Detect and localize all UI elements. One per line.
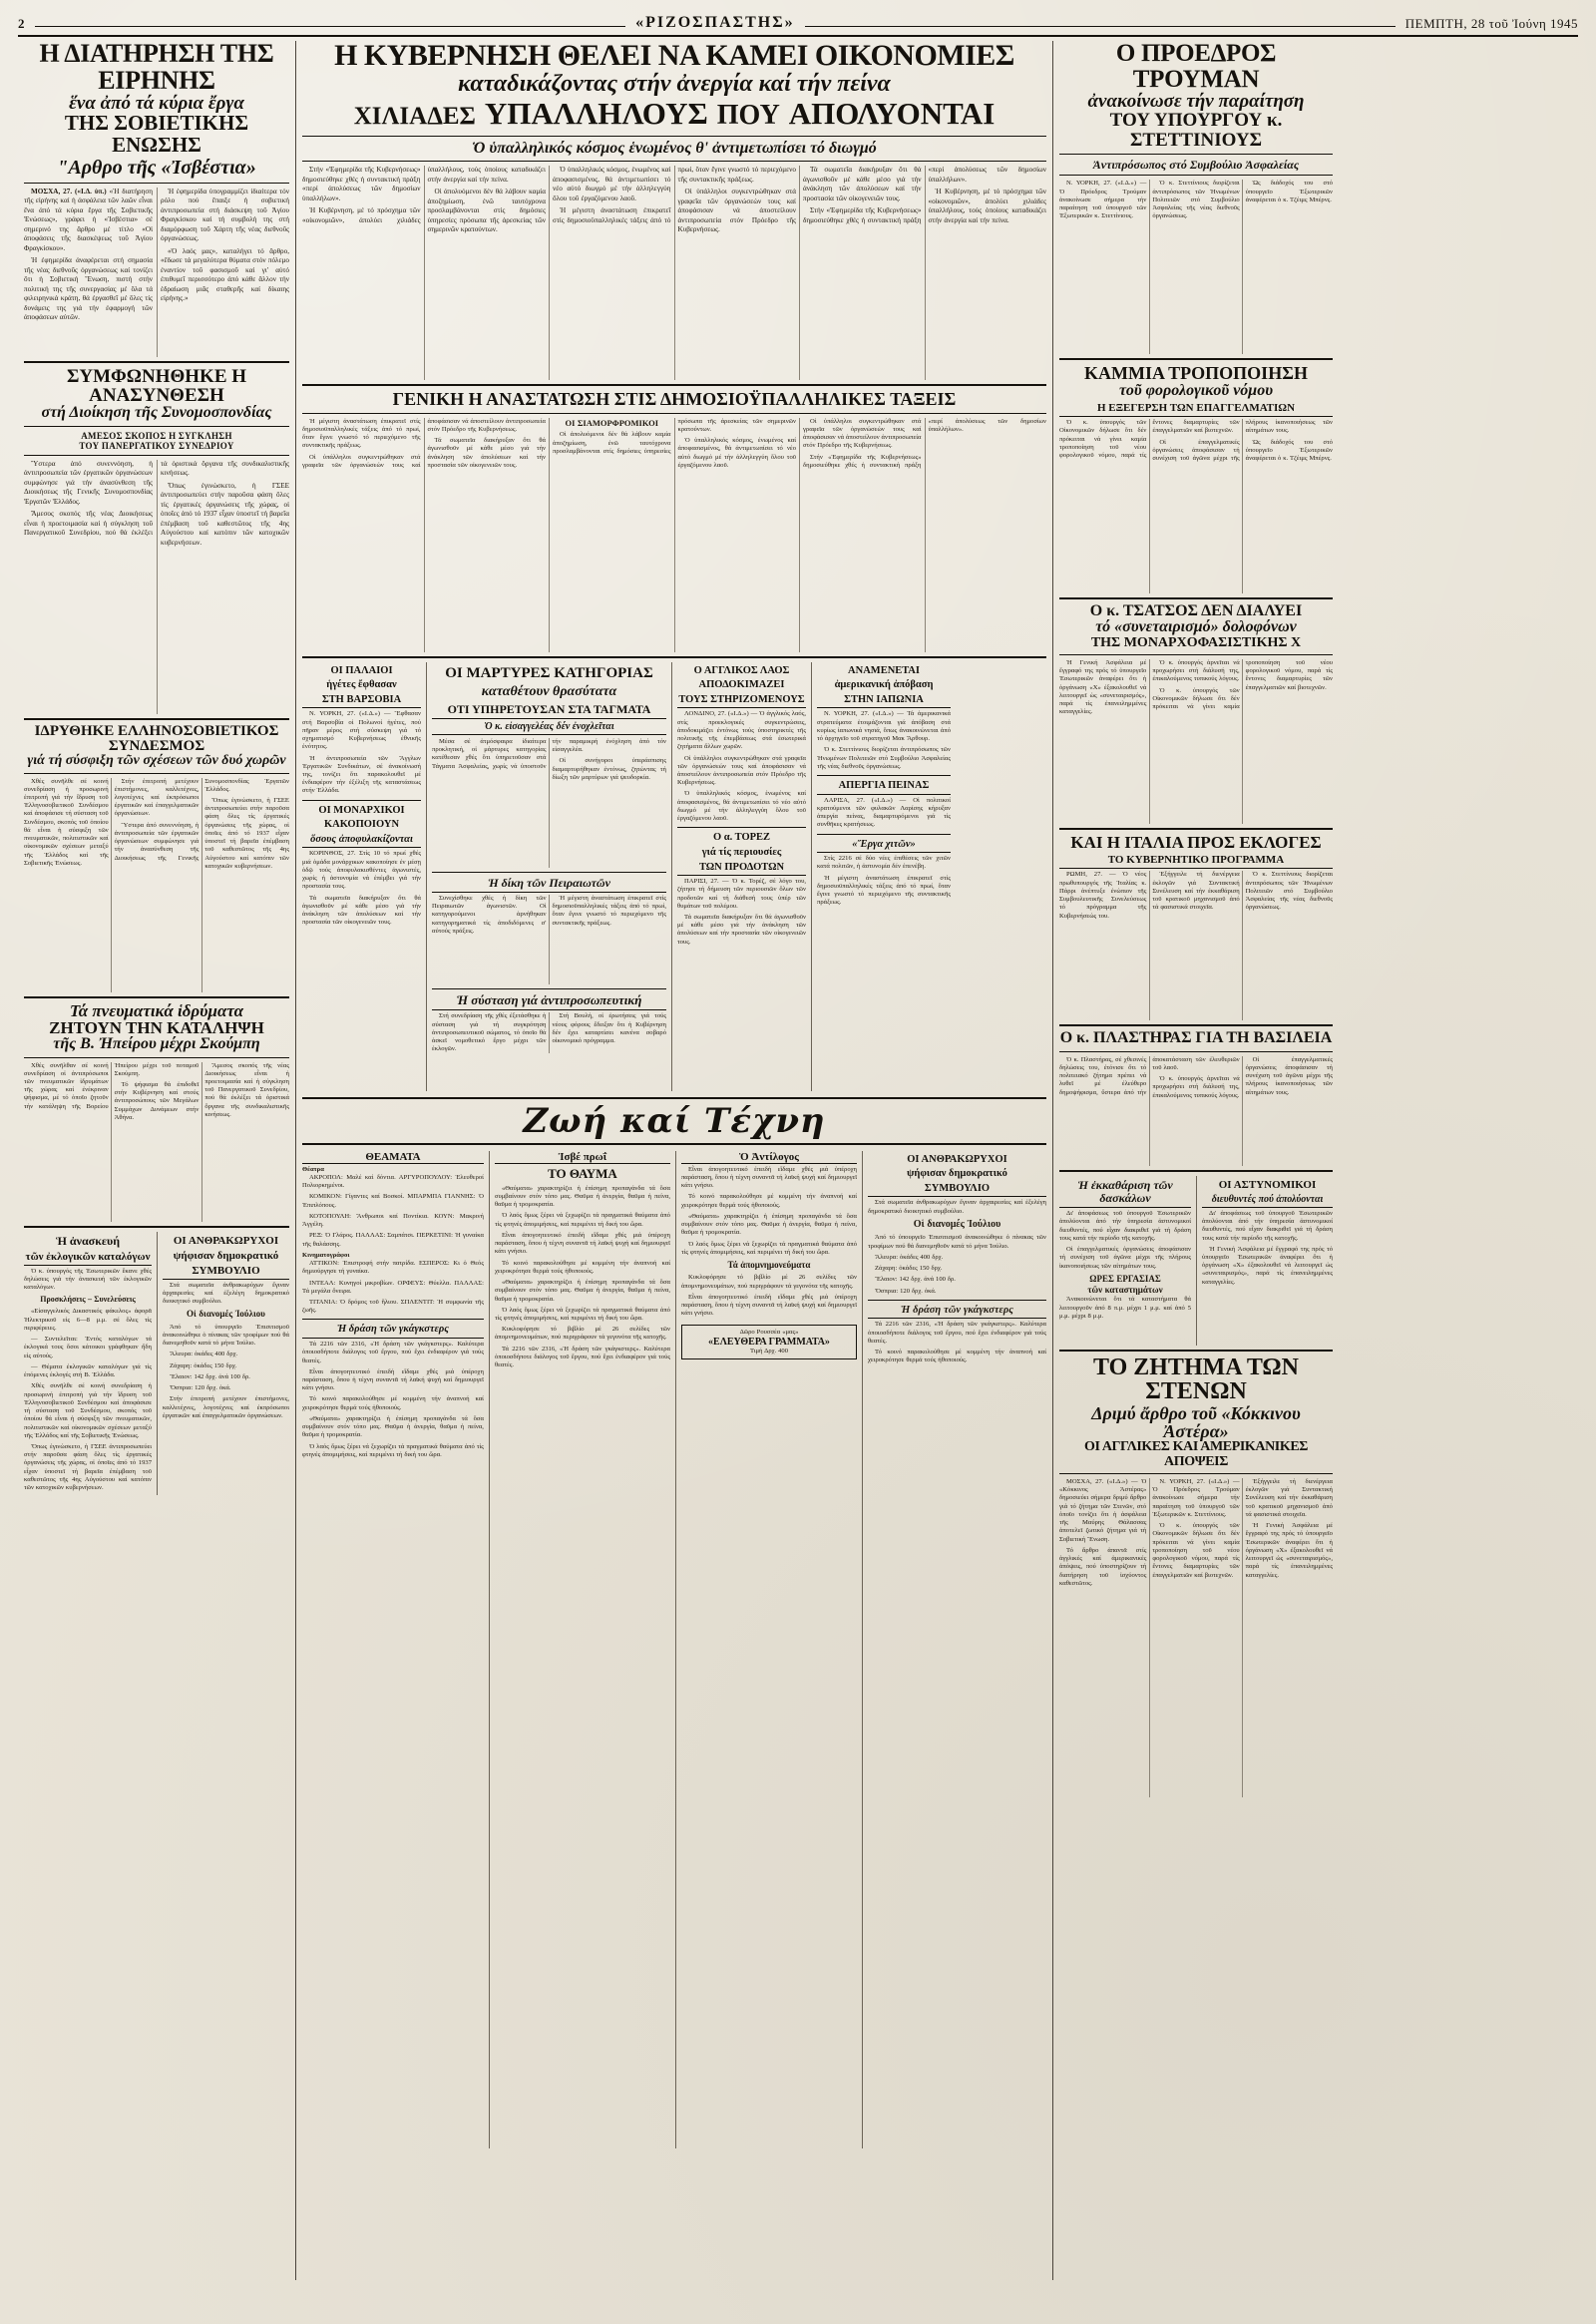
thauma-p2: Ὁ λαός ὅμως ξέρει νά ξεχωρίζει τά πραγματικά θαύματα ἀπό τίς φτηνές ἀπομιμήσεις, καί περιμένει τή δική του ὥρα. [494,1212,670,1228]
headline-torez-1: Ο α. ΤΟΡΕΖ [712,832,771,844]
police-body [1202,1210,1333,1287]
headline-english-people-1: Ο ΑΓΓΛΙΚΟΣ ΛΑΟΣ [693,664,790,676]
thauma-p6: Ὁ λαός ὅμως ξέρει νά ξεχωρίζει τά πραγματικά θαύματα ἀπό τίς φτηνές ἀπομιμήσεις, καί περιμένει τή δική του ὥρα. [494,1306,670,1323]
headline-monarchists-b-1: ΟΙ ΜΟΝΑΡΧΙΚΟΙ [318,804,405,816]
divider [24,1226,289,1228]
headline-electoral-1: Ἡ ἀνασκευή [55,1233,121,1248]
article-institutions-body [24,1062,289,1222]
theatres-label: Θέατρα [302,1165,324,1173]
headline-truman-sub: Ἀντιπρόσωπος στό Συμβούλιο Ἀσφαλείας [1092,158,1300,173]
headline-police-1: ΟΙ ΑΣΤΥΝΟΜΙΚΟΙ [1218,1178,1317,1191]
shop-hours-body: Ἀνακοινώνεται ὅτι τά καταστήματα θά λειτουργοῦν ἀπό 8 π.μ. μέχρι 1 μ.μ. καί ἀπό 5 μ.μ. μέχρι 8 μ.μ. [1059,1296,1191,1320]
divider [677,827,806,828]
piraeus-trial-body [432,895,666,984]
coal-p2: Ἀπό τό ὑπουργεῖο Ἐπισιτισμοῦ ἀνακοινώθηκε ὁ πίνακας τῶν τροφίμων πού θά διανεμηθοῦν κατά τό μήνα Ἰούλιο. [868,1234,1046,1250]
to-thauma-head: ΤΟ ΘΑΥΜΑ [548,1165,617,1181]
korinthos-body [302,850,421,927]
headline-coal-3: ΣΥΜΒΟΥΛΙΟ [868,1183,1046,1198]
headline-miners-1: ΟΙ ΑΝΘΡΑΚΩΡΥΧΟΙ [173,1234,279,1247]
headline-tax-3: Η ΕΞΕΓΕΡΣΗ ΤΩΝ ΕΠΑΓΓΕΛΜΑΤΙΩΝ [1059,402,1333,417]
straits-p2: Τό ἄρθρο ἀπαντᾶ στίς ἀγγλικές καί ἀμερικανικές ἀπόψεις, πού ὑποστηρίζουν τή διατήρηση τοῦ ἰσχύοντος καθεστῶτος. [1059,1546,1147,1587]
warsaw-body [302,710,421,795]
conf-p1: Ὕστερα ἀπό συνεννόηση, ἡ ἀντιπροσωπεία τῶν ἐργατικῶν ὀργανώσεων συμφώνησε γιά τήν ἀνασύνθεση τῆς Διοικήσεως τῆς Γενικῆς Συνομοσπονδίας Ἐργατῶν Ἑλλάδος. [24,459,153,506]
headline-government-2: καταδικάζοντας στήν ἀνεργία καί τήν πείνα [458,70,891,97]
tsatsos-p3: Ὁ κ. ὑπουργός τῶν Οἰκονομικῶν δήλωσε ὅτι δέν πρόκειται νά γίνει καμία τροποποίηση τοῦ νέου φορολογικοῦ νόμου, παρά τίς ἔντονες διαμαρτυρίες τῶν ἐπαγγελματιῶν καί βιοτεχνῶν. [1152,659,1333,711]
theatre-item-0: ΑΚΡΟΠΟΛ: Μαλέ καί δόντια. ΑΡΓΥΡΟΠΟΥΛΟΥ: Ἐλευθεροί Πολιορκημένοι. [302,1173,484,1190]
headline-japan-3: ΣΤΗΝ ΙΑΠΩΝΙΑ [817,694,951,709]
electoral-p3: — Θέματα ἐκλογικῶν καταλόγων γιά τίς ἑπόμενες ἐκλογές στή Β. Ἑλλάδα. [24,1362,152,1379]
coal-item-2: Ἔλαιον: 142 δρχ. ἀνά 100 δρ. [875,1276,956,1284]
headline-tax-1: ΚΑΜΜΙΑ ΤΡΟΠΟΠΟΙΗΣΗ [1084,363,1308,384]
conf-p3: Ὅπως ἐγινώσκετο, ἡ ΓΣΕΕ ἀντιπροσωπεύει στήν παροῦσα φάση ὅλες τίς ἐργατικές ὀργανώσεις τῆς χώρας, οἱ ὁποῖες ἀπό τό 1937 εἶχαν ὑποστεῖ τή βαρεῖα ἐπέμβαση τοῦ καθεστῶτος τῆς 4ης Αὐγούστου καί κατόπιν τῶν κατοχικῶν κυβερνήσεων. [161,481,289,547]
gang-p3: Τό κοινό παρακολούθησε μέ κομμένη τήν ἀναπνοή καί χειροκρότησε θερμά τούς ἠθοποιούς. [302,1395,484,1411]
gov-p3: Οἱ ἀπολυόμενοι δέν θά λάβουν καμία ἀποζημίωση, ἐνῶ ταυτόχρονα προσλαμβάνονται στίς δημόσιες ὑπηρεσίες πρόσωπα τῆς ἀρεσκείας τῶν σημερινῶν κρατούντων. [427,188,546,234]
warsaw-p1: Ν. ΥΟΡΚΗ, 27. («Ι.Δ.») — Ἔφθασαν στή Βαρσοβία οἱ Πολωνοί ἡγέτες, πού πῆραν μέρος στή σύσκεψη γιά τό σχηματισμό Κυβερνήσεως ἐθνικῆς ἑνότητος. [302,710,421,751]
article-italy-body [1059,871,1333,1020]
headline-greeksoviet-league: ΙΔΡΥΘΗΚΕ ΕΛΛΗΝΟΣΟΒΙΕΤΙΚΟΣ ΣΥΝΔΕΣΜΟΣ [34,722,279,754]
italy-p3: Ὁ κ. Στεττίνιους διορίζεται ἀντιπρόσωπος τῶν Ἡνωμένων Πολιτειῶν στό Συμβούλιο Ἀσφαλείας τῆς νέας διεθνοῦς ὀργανώσεως. [1245,871,1333,912]
gsl-p1: Χθές συνῆλθε σέ κοινή συνεδρίαση ἡ προσωρινή ἐπιτροπή γιά τήν ἵδρυση τοῦ Ἑλληνοσοβιετικοῦ Συνδέσμου καί ἀποφάσισε τή σύσταση τοῦ Συνδέσμου, σκοπός τοῦ ὁποίου θά εἶναι ἡ σύσφιξη τῶν πνευματικῶν, πολιτιστικῶν καί οἰκονομικῶν σχέσεων μεταξύ τῆς Ἑλλάδος καί τῆς Σοβιετικῆς Ἑνώσεως. [24,777,109,867]
italy-p2: Ἐξήγγειλε τή διενέργεια ἐκλογῶν γιά Συντακτική Συνέλευση καί τήν ἐκκαθάριση τοῦ κρατικοῦ μηχανισμοῦ ἀπό τά φασιστικά στοιχεῖα. [1152,871,1240,912]
gov-p5: Ἡ μέγιστη ἀναστάτωση ἐπικρατεῖ στίς δημοσιοϋπαλληλικές τάξεις ἀπό τό πρωί, ὅταν ἔγινε γνωστό τό περιεχόμενο τῆς συντακτικῆς πράξεως. [553,166,796,224]
gov-p9: Ἡ Κυβέρνηση, μέ τό πρόσχημα τῶν «οἰκονομιῶν», ἀπολύει χιλιάδες ὑπαλλήλους, τούς ὁποίους καταδικάζει στήν ἀνεργία καί τήν πείνα. [928,188,1046,224]
headline-teachers: Ἡ ἐκκαθάριση τῶν δασκάλων [1059,1179,1191,1208]
headline-government-3a: ΧΙΛΙΑΔΕΣ [353,103,476,131]
top-band [18,41,1578,2280]
ep-p2: Οἱ ὑπάλληλοι συγκεντρώθηκαν στά γραφεῖα τῶν ὀργανώσεών τους καί ἀποφάσισαν νά ἀποστείλουν ἀντιπροσωπεία στόν Πρόεδρο τῆς Κυβερνήσεως. [677,754,806,787]
korinthos-p2: Τά σωματεῖα διακήρυξαν ὅτι θά ἀγωνισθοῦν μέ κάθε μέσο γιά τήν ἀνάκληση τῶν ἀπολύσεων καί τήν προστασία τῶν οἰκογενειῶν τους. [302,894,421,927]
anti-p2: Τό κοινό παρακολούθησε μέ κομμένη τήν ἀναπνοή καί χειροκρότησε θερμά τούς ἠθοποιούς. [680,1193,857,1209]
divider [24,773,289,774]
ex-p1: Στίς 2216 σέ δύο νέες ἐπιθέσεις τῶν χιτῶν κατά πολιτῶν, ἡ ἀστυνομία δέν ἐπενέβη. [817,855,951,871]
headline-japan-1: ΑΝΑΜΕΝΕΤΑΙ [848,664,920,676]
masthead-rule-right [805,26,1396,27]
plast-p1: Ὁ κ. Πλαστήρας, σέ χθεσινές δηλώσεις του, ἐτόνισε ὅτι τό πολιτειακό ζήτημα πρέπει νά λυθεῖ μέ ἐλεύθερο δημοψήφισμα, ὕστερα ἀπό τήν ἀποκατάσταση τῶν ἐλευθεριῶν τοῦ λαοῦ. [1059,1055,1240,1096]
cs-p6: Οἱ ὑπάλληλοι συγκεντρώθηκαν στά γραφεῖα τῶν ὀργανώσεών τους καί ἀποφάσισαν νά ἀποστείλουν ἀντιπροσωπεία στόν Πρόεδρο τῆς Κυβερνήσεως. [803,417,922,450]
plast-p3: Οἱ ἐπαγγελματικές ὀργανώσεις ἀποφάσισαν τή συνέχιση τοῦ ἀγῶνα μέχρι τῆς πλήρους ἱκανοποιήσεως τῶν αἰτημάτων τους. [1245,1055,1333,1096]
headline-confederation-1: ΣΥΜΦΩΝΗΘΗΚΕ Η ΑΝΑΣΥΝΘΕΣΗ [66,365,247,406]
zoi-kai-texni-title: Ζωή καί Τέχνη [523,1100,826,1141]
masthead [18,14,1578,37]
headline-miners-2: ψήφισαν δημοκρατικό [173,1249,279,1262]
gang-p1: Τά 2216 τῶν 2316, «Ἡ δράση τῶν γκάγκστερς». Καλύτερα ὁποιοσδήποτε διάλογος τοῦ ἔργου, πού ἔχει ἐνδιαφέρον γιά τούς θεατές. [302,1341,484,1364]
headline-government-sub: Ὁ ὑπαλληλικός κόσμος ἑνωμένος θ' ἀντιμετωπίσει τό διωγμό [472,140,877,158]
ex-p2: Ἡ μέγιστη ἀναστάτωση ἐπικρατεῖ στίς δημοσιοϋπαλληλικές τάξεις ἀπό τό πρωί, ὅταν ἔγινε γνωστό τό περιεχόμενο τῆς συντακτικῆς πράξεως. [817,874,951,907]
isve-proi-head: Ἰσβέ πρωΐ [495,1151,670,1164]
divider [24,718,289,720]
tsatsos-p1: Ἡ Γενική Ἀσφάλεια μέ ἔγγραφό της πρός τό ὑπουργεῖο Ἐσωτερικῶν ἀναφέρει ὅτι ἡ ὀργάνωση «Χ» ἐξακολουθεῖ νά λειτουργεῖ ὡς «συνεταιρισμός», παρά τίς ἐπανειλημμένες καταγγελίες. [1059,659,1147,716]
gsl-p4: Ὅπως ἐγινώσκετο, ἡ ΓΣΕΕ ἀντιπροσωπεύει στήν παροῦσα φάση ὅλες τίς ἐργατικές ὀργανώσεις τῆς χώρας, οἱ ὁποῖες ἀπό τό 1937 εἶχαν ὑποστεῖ τή βαρεῖα ἐπέμβαση τοῦ καθεστῶτος τῆς 4ης Αὐγούστου καί κατόπιν τῶν κατοχικῶν κυβερνήσεων. [204,797,289,870]
cs-p5: Ὁ ὑπαλληλικός κόσμος, ἑνωμένος καί ἀποφασισμένος, θά ἀντιμετωπίσει τό νέο αὐτό διωγμό μέ τήν ἀλληλεγγύη ὅλου τοῦ ἐργαζόμενου λαοῦ. [677,437,796,469]
divider [302,161,1046,162]
antilogos-body [681,1166,857,1319]
thauma-p5: «Θαύματα» χαρακτηρίζει ἡ ἐπίσημη προπαγάνδα τά ὅσα συμβαίνουν στόν τόπο μας. Θαῦμα ἡ ἀνεργία, θαῦμα ἡ πείνα, θαῦμα ἡ τρομοκρατία. [494,1279,670,1303]
divider [1059,1051,1333,1052]
headline-english-people-2: ΑΠΟΔΟΚΙΜΑΖΕΙ [698,679,785,691]
headline-italy: ΚΑΙ Η ΙΤΑΛΙΑ ΠΡΟΣ ΕΚΛΟΓΕΣ [1070,833,1322,853]
headline-miners-3: ΣΥΜΒΟΥΛΙΟ [163,1265,289,1280]
japan-body [817,710,951,771]
column-right [1053,41,1339,2280]
gang-p4: «Θαύματα» χαρακτηρίζει ἡ ἐπίσημη προπαγάνδα τά ὅσα συμβαίνουν στόν τόπο μας. Θαῦμα ἡ ἀνεργία, θαῦμα ἡ πείνα, θαῦμα ἡ τρομοκρατία. [302,1414,484,1439]
cs-p1: Ἡ μέγιστη ἀναστάτωση ἐπικρατεῖ στίς δημοσιοϋπαλληλικές τάξεις ἀπό τό πρωί, ὅταν ἔγινε γνωστό τό περιεχόμενο τῆς συντακτικῆς πράξεως. [302,417,421,450]
teach-p1: Δι' ἀποφάσεως τοῦ ὑπουργοῦ Ἐσωτερικῶν ἀπολύονται ἀπό τήν ὑπηρεσία ἀστυνομικοί διευθυντές, πού εἶχαν διακριθεῖ γιά τή δράση τους κατά τήν περίοδο τῆς κατοχῆς. [1059,1210,1191,1242]
anti-p3: «Θαύματα» χαρακτηρίζει ἡ ἐπίσημη προπαγάνδα τά ὅσα συμβαίνουν στόν τόπο μας. Θαῦμα ἡ ἀνεργία, θαῦμα ἡ πείνα, θαῦμα ἡ τρομοκρατία. [680,1212,857,1237]
headline-tsatsos-1: Ο κ. ΤΣΑΤΣΟΣ ΔΕΝ ΔΙΑΛΥΕΙ [1089,602,1303,620]
truman-p3: Ὡς διάδοχός του στό ὑπουργεῖο Ἐξωτερικῶν ἀναφέρεται ὁ κ. Τζέιμς Μπέρνς. [1245,180,1333,203]
divider [302,1319,484,1320]
theatre-item-1: ΚΟΜΙΚΟΝ: Γίγαντες καί Βοσκοί. ΜΠΑΡΜΠΑ ΓΙΑΝΝΗΣ: Ὁ Ἐπιπλόπους. [302,1193,484,1209]
headline-witnesses-4: Ὁ κ. εἰσαγγελέας δέν ἐνοχλεῖται [432,721,666,735]
date-line: ΠΕΜΠΤΗ, 28 τοῦ Ἰούνη 1945 [1404,16,1578,31]
divider [868,1300,1046,1301]
electoral-lead: Ὁ κ. ὑπουργός τῆς Ἐσωτερικῶν ἔκανε χθές δηλώσεις γιά τήν ἀνασκευή τῶν ἐκλογικῶν καταλόγων. [24,1267,152,1292]
headline-straits-sub2: ΟΙ ΑΓΓΛΙΚΕΣ ΚΑΙ ΑΜΕΡΙΚΑΝΙΚΕΣ ΑΠΟΨΕΙΣ [1083,1439,1309,1469]
pt-p2: Ἡ μέγιστη ἀναστάτωση ἐπικρατεῖ στίς δημοσιοϋπαλληλικές τάξεις ἀπό τό πρωί, ὅταν ἔγινε γνωστό τό περιεχόμενο τῆς συντακτικῆς πράξεως. [552,895,666,927]
electoral-p2: — Συντελεῖται: Ἐντός καταλόγων τά ἐκλογικά τους ὅσοι κάτοικοι γράφθηκαν ἤδη εἰς αὐτούς. [24,1336,152,1359]
headline-torez-3: ΤΩΝ ΠΡΟΔΟΤΩΝ [677,862,806,877]
article-tax-body [1059,419,1333,593]
shop-hours-head-2: τῶν καταστημάτων [1087,1285,1163,1296]
headline-peace-1: Η ΔΙΑΤΗΡΗΣΗ ΤΗΣ ΕΙΡΗΝΗΣ [39,39,274,95]
thauma-p7: Κυκλοφόρησε τό βιβλίο μέ 26 σελίδες τῶν ἀπομνημονευμάτων, πού περιγράφουν τά γεγονότα τῆς κατοχῆς. [494,1326,670,1342]
headline-police-2: διευθυντές πού ἀπολύονται [1202,1194,1333,1208]
headline-plastiras: Ο κ. ΠΛΑΣΤΗΡΑΣ ΓΙΑ ΤΗ ΒΑΣΙΛΕΙΑ [1059,1029,1333,1047]
antilogos-head: Ὁ Ἀντίλογος [681,1151,857,1164]
headline-piraeus-trial: Ἡ δίκη τῶν Πειραιωτῶν [432,877,666,893]
witnesses-body [432,738,666,868]
headline-government-3d: ΑΠΟΛΥΟΝΤΑΙ [788,96,996,132]
divider [302,800,421,801]
english-people-body [677,710,806,823]
divider [24,1057,289,1058]
headline-italy-sub: ΤΟ ΚΥΒΕΡΝΗΤΙΚΟ ΠΡΟΓΡΑΜΜΑ [1059,854,1333,869]
article-confederation-body [24,460,289,714]
electoral-p5: Ὅπως ἐγινώσκετο, ἡ ΓΣΕΕ ἀντιπροσωπεύει στήν παροῦσα φάση ὅλες τίς ἐργατικές ὀργανώσεις τῆς χώρας, οἱ ὁποῖες ἀπό τό 1937 εἶχαν ὑποστεῖ τή βαρεῖα ἐπέμβαση τοῦ καθεστῶτος τῆς 4ης Αὐγούστου καί κατόπιν τῶν κατοχικῶν κυβερνήσεων. [24,1443,152,1492]
peace-p3: Ἡ ἐφημερίδα ὑπογραμμίζει ἰδιαίτερα τόν ρόλο πού ἔπαιξε ἡ σοβιετική ἀντιπροσωπεία στή διάσκεψη τοῦ Ἁγίου Φραγκίσκου καί τή συμβολή της στή διαμόρφωση τοῦ Χάρτη τῆς νέας διεθνοῦς ὀργανώσεως. [161,187,289,243]
right-two-col [1059,1176,1333,1346]
book-ad-line-3: Τιμή Δρχ. 400 [749,1347,789,1355]
paper-name: «ΡΙΖΟΣΠΑΣΤΗΣ» [635,14,795,31]
confederation-kicker-1: ΑΜΕΣΟΣ ΣΚΟΠΟΣ Η ΣΥΓΚΛΗΣΗ [81,430,232,441]
police-p1: Δι' ἀποφάσεως τοῦ ὑπουργοῦ Ἐσωτερικῶν ἀπολύονται ἀπό τήν ὑπηρεσία ἀστυνομικοί διευθυντές, πού εἶχαν διακριθεῖ γιά τή δράση τους κατά τήν περίοδο τῆς κατοχῆς. [1202,1209,1333,1242]
shop-hours-head-1: ΩΡΕΣ ΕΡΓΑΣΙΑΣ [1089,1273,1161,1284]
cs-p3: Τά σωματεῖα διακήρυξαν ὅτι θά ἀγωνισθοῦν μέ κάθε μέσο γιά τήν ἀνάκληση τῶν ἀπολύσεων καί τήν προστασία τῶν οἰκογενειῶν τους. [427,437,546,469]
headline-monarchists-3: ΣΤΗ ΒΑΡΣΟΒΙΑ [302,694,421,709]
representative-body [432,1012,666,1053]
tax-p2: Οἱ ἐπαγγελματικές ὀργανώσεις ἀποφάσισαν τή συνέχιση τοῦ ἀγῶνα μέχρι τῆς πλήρους ἱκανοποιήσεως τῶν αἰτημάτων τους. [1152,419,1333,463]
coal-item-3: Ὄσπρια: 120 δρχ. ὀκά. [875,1287,937,1295]
erga-xiton-body [817,855,951,907]
page-number: 2 [18,16,25,31]
bottom-two-col [24,1232,289,1496]
cs-p2: Οἱ ὑπάλληλοι συγκεντρώθηκαν στά γραφεῖα τῶν ὀργανώσεών τους καί ἀποφάσισαν νά ἀποστείλουν ἀντιπροσωπεία στόν Πρόεδρο τῆς Κυβερνήσεως. [302,417,547,469]
headline-coal-2: ψήφισαν δημοκρατικό [907,1168,1007,1180]
theatre-item-3: ΡΕΞ: Ὁ Γλάρος. ΠΑΛΛΑΣ: Σαμπάτσι. ΠΕΡΚΕΤΙΝΙ: Ἡ γυναίκα τῆς θαλάσσης. [302,1232,484,1248]
divider [1059,175,1333,176]
gang-p2: Εἶναι ἀπογοητευτικό ἐπειδή εἴδαμε χθές μιά ὑπέροχη παράσταση, ὅπου ἡ τέχνη συναντᾶ τή λαϊκή ψυχή καί δημιουργεῖ κάτι γνήσιο. [302,1367,484,1392]
gov-p7: Τά σωματεῖα διακήρυξαν ὅτι θά ἀγωνισθοῦν μέ κάθε μέσο γιά τήν ἀνάκληση τῶν ἀπολύσεων καί τήν προστασία τῶν οἰκογενειῶν τους. [803,166,922,202]
coal-p1: Στά σωματεῖα ἀνθρακωρύχων ἔγιναν ἀρχαιρεσίες καί ἐξελέγη δημοκρατικό διοικητικό συμβούλιο. [868,1199,1046,1215]
hs-p1: ΛΑΡΙΣΑ, 27. («Ι.Δ.») — Οἱ πολιτικοί κρατούμενοι τῶν φυλακῶν Λαρίσης κήρυξαν ἀπεργία πείνας, διαμαρτυρόμενοι γιά τίς συνθῆκες κρατήσεως. [817,796,951,829]
divider [1059,1024,1333,1026]
hungerstrike-body [817,797,951,830]
peace-p2: Ἡ ἐφημερίδα ἀναφέρεται στή σημασία τῆς νέας διεθνοῦς ὀργανώσεως καί τονίζει ὅτι ἡ Σοβιετική Ἕνωση, πιστή στήν πολιτική της τῆς συνεργασίας μέ ὅλα τά φιλειρηνικά κράτη, θά ἐργασθεῖ μέ ὅλες τίς δυνάμεις της γιά τήν ἐφαρμογή τῶν ἀποφάσεων αὐτῶν. [24,256,153,322]
divider [302,384,1046,386]
teachers-body [1059,1210,1191,1321]
book-ad-line-2: «ΕΛΕΥΘΕΡΑ ΓΡΑΜΜΑΤΑ» [708,1336,830,1348]
divider [302,136,1046,137]
tsatsos-p2: Ὁ κ. ὑπουργός ἀρνεῖται νά προχωρήσει στή διάλυσή της, ἐπικαλούμενος τυπικούς λόγους. [1152,659,1240,683]
headline-truman-3: ΤΟΥ ΥΠΟΥΡΓΟΥ κ. ΣΤΕΤΤΙΝΙΟΥΣ [1109,110,1283,151]
cinemas-label: Κινηματογράφοι [302,1251,350,1259]
divider [24,361,289,363]
column-left [18,41,295,2280]
torez-p2: Τά σωματεῖα διακήρυξαν ὅτι θά ἀγωνισθοῦν μέ κάθε μέσο γιά τήν ἀνάκληση τῶν ἀπολύσεων καί τήν προστασία τῶν οἰκογενειῶν τους. [677,914,806,946]
anti-p6: Εἶναι ἀπογοητευτικό ἐπειδή εἴδαμε χθές μιά ὑπέροχη παράσταση, ὅπου ἡ τέχνη συναντᾶ τή λαϊκή ψυχή καί δημιουργεῖ κάτι γνήσιο. [680,1293,857,1318]
italy-p1: ΡΩΜΗ, 27. — Ὁ νέος πρωθυπουργός τῆς Ἰταλίας κ. Πάρρι ἀνέπτυξε ἐνώπιον τῆς Συμβουλευτικῆς Συνελεύσεως τό πρόγραμμα τῆς Κυβερνήσεώς του. [1059,871,1147,920]
divider [24,426,289,427]
peace-dateline: ΜΟΣΧΑ, 27. («Ι.Δ. ὑπ.) [31,187,107,195]
thauma-p8: Τά 2216 τῶν 2316, «Ἡ δράση τῶν γκάγκστερς». Καλύτερα ὁποιοσδήποτε διάλογος τοῦ ἔργου, πού ἔχει ἐνδιαφέρον γιά τούς θεατές. [494,1345,670,1369]
headline-witnesses-1: ΟΙ ΜΑΡΤΥΡΕΣ ΚΑΤΗΓΟΡΙΑΣ [445,664,653,681]
headline-gangsters: Ἡ δράση τῶν γκάγκστερς [302,1324,484,1339]
headline-electoral-2: τῶν ἐκλογικῶν καταλόγων [24,1251,152,1266]
headline-peace-2: ἕνα ἀπό τά κύρια ἔργα [69,93,244,115]
warsaw-p2: Ἡ ἀντιπροσωπεία τῶν Ἄγγλων Ἐργατικῶν Συνδικάτων, σέ ἀνακοίνωσή της, τονίζει ὅτι παρακολουθεῖ μέ ἐνδιαφέρον τήν ἐξέλιξη τῆς καταστάσεως στήν Ἑλλάδα. [302,754,421,795]
divider [24,455,289,456]
straits-p6: Ἡ Γενική Ἀσφάλεια μέ ἔγγραφό της πρός τό ὑπουργεῖο Ἐσωτερικῶν ἀναφέρει ὅτι ἡ ὀργάνωση «Χ» ἐξακολουθεῖ νά λειτουργεῖ ὡς «συνεταιρισμός», παρά τίς ἐπανειλημμένες καταγγελίες. [1245,1522,1333,1579]
headline-confederation-2: στή Διοίκηση τῆς Συνομοσπονδίας [41,404,272,422]
ep-p3: Ὁ ὑπαλληλικός κόσμος, ἑνωμένος καί ἀποφασισμένος, θά ἀντιμετωπίσει τό νέο αὐτό διωγμό μέ τήν ἀλληλεγγύη ὅλου τοῦ ἐργαζόμενου λαοῦ. [677,790,806,823]
electoral-p1: «Εἰσαγγελικός Δικαστικός φάκελος» ἀφορᾶ Ἠλεκτρικοῦ εἰς 6—8 μ.μ. σέ ὅλες τίς περιφέρειες. [24,1308,152,1332]
confederation-kicker-2: ΤΟΥ ΠΑΝΕΡΓΑΤΙΚΟΥ ΣΥΝΕΔΡΙΟΥ [79,440,234,451]
headline-truman-1: Ο ΠΡΟΕΔΡΟΣ ΤΡΟΥΜΑΝ [1115,40,1277,93]
divider [1059,154,1333,155]
theamata-head: ΘΕΑΜΑΤΑ [302,1151,484,1164]
conf-p2: Ἄμεσος σκοπός τῆς νέας Διοικήσεως εἶναι ἡ προετοιμασία καί ἡ σύγκληση τοῦ Πανεργατικοῦ Συνεδρίου, πού θά ἐκλέξει τά ὁριστικά ὄργανα τῆς συνδικαλιστικῆς κινήσεως. [24,459,289,538]
divider [1059,597,1333,599]
article-greeksoviet-body [24,778,289,992]
wit-p2: Οἱ συνήγοροι ὑπεράσπισης διαμαρτυρήθηκαν ἐντόνως, ζητώντας τή δίωξη τῶν μαρτύρων γιά ψευδορκία. [552,757,666,781]
coal-p4: Τό κοινό παρακολούθησε μέ κομμένη τήν ἀναπνοή καί χειροκρότησε θερμά τούς ἠθοποιούς. [868,1349,1046,1364]
article-straits-body [1059,1478,1333,1797]
cs-p7: Στήν «Ἐφημερίδα τῆς Κυβερνήσεως» δημοσιεύθηκε χθές ἡ συντακτική πράξη «περί ἀπολύσεως τῶν δημοσίων ὑπαλλήλων». [803,417,1046,469]
theatre-item-2: ΚΟΤΟΠΟΥΛΗ: Ἄνθρωποι καί Ποντίκια. ΚΟΥΝ: Μακρινή Ἀγγέλη. [302,1212,484,1229]
tax-p3: Ὡς διάδοχός του στό ὑπουργεῖο Ἐξωτερικῶν ἀναφέρεται ὁ κ. Τζέιμς Μπέρνς. [1245,438,1333,463]
zoi-kai-texni-columns [302,1151,1046,2148]
book-ad-line-1: Δῶρο Ρουσσέα «μας» [739,1328,799,1336]
headline-institutions-3: τῆς Β. Ἠπείρου μέχρι Σκούμπη [53,1035,260,1053]
headline-government-1: Η ΚΥΒΕΡΝΗΣΗ ΘΕΛΕΙ ΝΑ ΚΑΜΕΙ ΟΙΚΟΝΟΜΙΕΣ [334,39,1014,72]
korinthos-p1: ΚΟΡΙΝΘΟΣ, 27. Στίς 10 τό πρωί χθές μιά ὁμάδα μονάρχικων κακοποίησε ἐν μέσῃ ὁδῷ τούς ἀποφυλακισθέντες ἀγωνιστές, χωρίς ἡ ἀστυνομία νά ἐπέμβει γιά τήν προστασία τους. [302,850,421,891]
july-p2: Στήν ἐπιτροπή μετέχουν ἐπιστήμονες, καλλιτέχνες, λογοτέχνες καί ἐκπρόσωποι ἐργατικῶν καί ἐπαγγελματικῶν ὀργανώσεων. [163,1395,289,1419]
electoral-body [24,1268,152,1493]
gsl-p2: Στήν ἐπιτροπή μετέχουν ἐπιστήμονες, καλλιτέχνες, λογοτέχνες καί ἐκπρόσωποι ἐργατικῶν καί ἐπαγγελματικῶν ὀργανώσεων. [114,777,200,818]
coal-item-1: Ζάχαρη: ὀκάδες 150 δρχ. [875,1265,943,1273]
headline-torez-2: γιά τίς περιουσίες [701,846,782,858]
gov-p2: Ἡ Κυβέρνηση, μέ τό πρόσχημα τῶν «οἰκονομιῶν», ἀπολύει χιλιάδες ὑπαλλήλους, τούς ὁποίους καταδικάζει στήν ἀνεργία καί τήν πείνα. [302,166,546,224]
ep-p1: ΛΟΝΔΙΝΟ, 27. («Ι.Δ.») — Ὁ ἀγγλικός λαός, στίς προεκλογικές συγκεντρώσεις, ἀποδοκιμάζει ἐντόνως τούς ὑποστηρικτές τῆς πολιτικῆς τῆς ἐπεμβάσεως στά ἐσωτερικά ζητήματα ἄλλων χωρῶν. [677,710,806,751]
divider [1059,828,1333,830]
july-item-2: Ἔλαιον: 142 δρχ. ἀνά 100 δρ. [170,1372,250,1380]
anti-p1: Εἶναι ἀπογοητευτικό ἐπειδή εἴδαμε χθές μιά ὑπέροχη παράσταση, ὅπου ἡ τέχνη συναντᾶ τή λαϊκή ψυχή καί δημιουργεῖ κάτι γνήσιο. [680,1165,857,1190]
thauma-p3: Εἶναι ἀπογοητευτικό ἐπειδή εἴδαμε χθές μιά ὑπέροχη παράσταση, ὅπου ἡ τέχνη συναντᾶ τή λαϊκή ψυχή καί δημιουργεῖ κάτι γνήσιο. [494,1231,670,1256]
to-thauma-body [495,1185,670,1370]
headline-gangsters-2: Ἡ δράση τῶν γκάγκστερς [868,1305,1046,1320]
headline-truman-2: ἀνακοίνωσε τήν παραίτηση [1087,91,1305,112]
torez-body [677,878,806,947]
divider [24,996,289,998]
july-distribution-head: Οἱ διανομές Ἰούλιου [187,1309,265,1320]
article-civilservants-body [302,418,1046,652]
divider [1059,654,1333,655]
gov-p8: Στήν «Ἐφημερίδα τῆς Κυβερνήσεως» δημοσιεύθηκε χθές ἡ συντακτική πράξη «περί ἀπολύσεως τῶν δημοσίων ὑπαλλήλων». [803,166,1046,224]
article-peace-body [24,188,289,357]
headline-tsatsos-2: τό «συνεταιρισμό» δολοφόνων [1095,618,1297,636]
center-subsections [302,662,1046,1091]
headline-peace-3: ΤΗΣ ΣΟΒΙΕΤΙΚΗΣ ΕΝΩΣΗΣ [64,111,249,157]
divider [302,413,1046,414]
zoi-kai-texni-banner [302,1097,1046,1145]
divider [432,872,666,873]
cinema-item-1: ΙΝΤΕΑΛ: Κυνηγοί μικροβίων. ΟΡΦΕΥΣ: Θύελλα. ΠΑΛΛΑΣ: Τά μεγάλα ὄνειρα. [302,1279,484,1295]
july-item-1: Ζάχαρη: ὀκάδες 150 δρχ. [170,1361,237,1369]
headline-monarchists-b-2: ΚΑΚΟΠΟΙΟΥΝ [323,819,400,831]
straits-p5: Ἐξήγγειλε τή διενέργεια ἐκλογῶν γιά Συντακτική Συνέλευση καί τήν ἐκκαθάριση τοῦ κρατικοῦ μηχανισμοῦ ἀπό τά φασιστικά στοιχεῖα. [1245,1477,1333,1518]
headline-institutions-2: ΖΗΤΟΥΝ ΤΗΝ ΚΑΤΑΛΗΨΗ [49,1017,264,1037]
divider [817,775,951,776]
headline-erga-xiton: «Ἔργα χιτῶν» [817,839,951,854]
divider [817,834,951,835]
article-government-body [302,166,1046,380]
straits-p1: ΜΟΣΧΑ, 27. («Ι.Δ.») — Ὁ «Κόκκινος Ἀστέρας» δημοσιεύει σήμερα δριμύ ἄρθρο γιά τό ζήτημα τῶν Στενῶν, στό ὁποῖο τονίζει ὅτι ἡ ἀσφάλεια τῆς Μαύρης Θάλασσας ἀποτελεῖ ζωτικό ζήτημα γιά τή Σοβιετική Ἕνωση. [1059,1477,1147,1543]
divider [432,988,666,989]
jp-p2: Ὁ κ. Στεττίνιους διορίζεται ἀντιπρόσωπος τῶν Ἡνωμένων Πολιτειῶν στό Συμβούλιο Ἀσφαλείας τῆς νέας διεθνοῦς ὀργανώσεως. [817,746,951,770]
tax-p1: Ὁ κ. ὑπουργός τῶν Οἰκονομικῶν δήλωσε ὅτι δέν πρόκειται νά γίνει καμία τροποποίηση τοῦ νέου φορολογικοῦ νόμου, παρά τίς ἔντονες διαμαρτυρίες τῶν ἐπαγγελματιῶν καί βιοτεχνῶν. [1059,419,1240,460]
headline-witnesses-2: καταθέτουν θρασύτατα [481,684,617,700]
electoral-sub: Προσκλήσεις – Συνελεύσεις [40,1295,136,1305]
gsl-p3: Ὕστερα ἀπό συνεννόηση, ἡ ἀντιπροσωπεία τῶν ἐργατικῶν ὀργανώσεων συμφώνησε γιά τήν ἀνασύνθεση τῆς Διοικήσεως τῆς Γενικῆς Συνομοσπονδίας Ἐργατῶν Ἑλλάδος. [114,777,289,862]
headline-witnesses-3: ΟΤΙ ΥΠΗΡΕΤΟΥΣΑΝ ΣΤΑ ΤΑΓΜΑΤΑ [432,703,666,719]
straits-p3: Ν. ΥΟΡΚΗ, 27. («Ι.Δ.») — Ὁ Πρόεδρος Τρούμαν ἀνακοίνωσε σήμερα τήν παραίτηση τοῦ ὑπουργοῦ τῶν Ἐξωτερικῶν κ. Στεττίνιους. [1152,1477,1240,1518]
apomnimoneymata-head: Τά ἀπομνημονεύματα [727,1260,811,1271]
headline-monarchists-2: ἡγέτες ἔφθασαν [326,679,397,691]
july-p1: Ἀπό τό ὑπουργεῖο Ἐπισιτισμοῦ ἀνακοινώθηκε ὁ πίνακας τῶν τροφίμων πού θά διανεμηθοῦν κατά τό μήνα Ἰούλιο. [163,1323,289,1348]
anti-p4: Ὁ λαός ὅμως ξέρει νά ξεχωρίζει τά πραγματικά θαύματα ἀπό τίς φτηνές ἀπομιμήσεις, καί περιμένει τή δική του ὥρα. [680,1240,857,1256]
july-head-2: Οἱ διανομές Ἰούλιου [913,1218,1001,1230]
july-item-3: Ὄσπρια: 120 δρχ. ὀκά. [170,1384,231,1392]
miners-body [163,1282,289,1420]
divider [1059,358,1333,360]
peace-p4: «Ὁ λαός μας», καταλήγει τό ἄρθρο, «ἔδωσε τά μεγαλύτερα θύματα στόν πόλεμο ἐναντίον τοῦ φασισμοῦ καί γι' αὐτό ἐπιθυμεῖ περισσότερο ἀπό κάθε ἄλλον τήν ἑδραίωση μιᾶς σταθερῆς καί δίκαιης εἰρήνης.» [161,246,289,303]
coal-item-0: Ἄλευρα: ὀκάδες 400 δρχ. [875,1253,944,1261]
july-item-0: Ἄλευρα: ὀκάδες 400 δρχ. [170,1351,238,1358]
miners-p1: Στά σωματεῖα ἀνθρακωρύχων ἔγιναν ἀρχαιρεσίες καί ἐξελέγη δημοκρατικό διοικητικό συμβούλιο. [163,1281,289,1306]
headline-government-3c: ΠΟΥ [716,100,780,132]
cinema-item-0: ΑΤΤΙΚΟΝ: Ἐπιστροφή στήν πατρίδα. ΕΣΠΕΡΟΣ: Κι ὁ Θεός δημιούργησε τή γυναίκα. [302,1260,484,1276]
inst-p1: Χθές συνῆλθαν σέ κοινή συνεδρίαση οἱ ἀντιπρόσωποι τῶν πνευματικῶν ἱδρυμάτων τῆς χώρας καί ἐνέκριναν ψήφισμα, μέ τό ὁποῖο ζητοῦν τήν κατάληψη τῆς Βορείου Ἠπείρου μέχρι τοῦ ποταμοῦ Σκούμπη. [24,1061,200,1110]
anti-p5: Κυκλοφόρησε τό βιβλίο μέ 26 σελίδες τῶν ἀπομνημονευμάτων, πού περιγράφουν τά γεγονότα τῆς κατοχῆς. [680,1274,857,1290]
theatres-list [302,1166,484,1316]
truman-p2: Ὁ κ. Στεττίνιους διορίζεται ἀντιπρόσωπος τῶν Ἡνωμένων Πολιτειῶν στό Συμβούλιο Ἀσφαλείας τῆς νέας διεθνοῦς ὀργανώσεως. [1152,180,1240,220]
gangsters-body [302,1341,484,1459]
siamorfromikoi-head: ΟΙ ΣΙΑΜΟΡΦΡΟΜΙΚΟΙ [565,417,659,428]
plast-p2: Ὁ κ. ὑπουργός ἀρνεῖται νά προχωρήσει στή διάλυσή της, ἐπικαλούμενος τυπικούς λόγους. [1152,1075,1240,1099]
gov-p1: Στήν «Ἐφημερίδα τῆς Κυβερνήσεως» δημοσιεύθηκε χθές ἡ συντακτική πράξη «περί ἀπολύσεως τῶν δημοσίων ὑπαλλήλων». [302,166,421,202]
headline-monarchists-1: ΟΙ ΠΑΛΑΙΟΙ [330,664,393,676]
headline-english-people-3: ΤΟΥΣ ΣΤΗΡΙΖΟΜΕΝΟΥΣ [677,694,806,709]
teach-p2: Οἱ ἐπαγγελματικές ὀργανώσεις ἀποφάσισαν τή συνέχιση τοῦ ἀγῶνα μέχρι τῆς πλήρους ἱκανοποιήσεως τῶν αἰτημάτων τους. [1059,1246,1191,1270]
coal-body [868,1199,1046,1364]
headline-tsatsos-3: ΤΗΣ ΜΟΝΑΡΧΟΦΑΣΙΣΤΙΚΗΣ Χ [1090,634,1302,650]
rep-p2: Στή Βουλή, οἱ ἐρωτήσεις γιά τούς νέους φόρους ἔδειξαν ὅτι ἡ Κυβέρνηση δέν ἔχει καταρτίσει κανένα σοβαρό οἰκονομικό πρόγραμμα. [552,1012,666,1044]
headline-government-3b: ΥΠΑΛΛΗΛΟΥΣ [484,96,708,132]
wit-p1: Μέσα σέ ἀτμόσφαιρα ἰδιαίτερα προκλητική, οἱ μάρτυρες κατηγορίας κατέθεσαν χθές ὅτι ὑπηρετοῦσαν στά Τάγματα Ἀσφαλείας, χωρίς νά ὑποστοῦν τήν παραμικρή ἐνόχληση ἀπό τόν εἰσαγγελέα. [432,737,666,770]
electoral-p4: Χθές συνῆλθε σέ κοινή συνεδρίαση ἡ προσωρινή ἐπιτροπή γιά τήν ἵδρυση τοῦ Ἑλληνοσοβιετικοῦ Συνδέσμου καί ἀποφάσισε τή σύσταση τοῦ Συνδέσμου, σκοπός τοῦ ὁποίου θά εἶναι ἡ σύσφιξη τῶν πνευματικῶν, πολιτιστικῶν καί οἰκονομικῶν σχέσεων μεταξύ τῆς Ἑλλάδος καί τῆς Σοβιετικῆς Ἑνώσεως. [24,1382,152,1439]
peace-p1: «Ἡ διατήρηση τῆς εἰρήνης καί ἡ ἀσφάλεια τῶν λαῶν εἶναι ἕνα ἀπό τά κύρια ἔργα τῆς Σοβιετικῆς Ἑνώσεως», γράφει ἡ «Ἰσβέστια» σέ σημερινό της ἄρθρο μέ τίτλο «Οἱ ἀποφάσεις τῆς διασκέψεως τοῦ Ἁγίου Φραγκίσκου». [24,187,153,252]
headline-coal-1: ΟΙ ΑΝΘΡΑΚΩΡΥΧΟΙ [907,1153,1007,1165]
headline-monarchists-b-3: ὅσους ἀποφυλακίζονται [302,834,421,849]
truman-p1: Ν. ΥΟΡΚΗ, 27. («Ι.Δ.») — Ὁ Πρόεδρος Τρούμαν ἀνακοίνωσε σήμερα τήν παραίτηση τοῦ ὑπουργοῦ τῶν Ἐξωτερικῶν κ. Στεττίνιους. [1059,180,1147,220]
police-p2: Ἡ Γενική Ἀσφάλεια μέ ἔγγραφό της πρός τό ὑπουργεῖο Ἐσωτερικῶν ἀναφέρει ὅτι ἡ ὀργάνωση «Χ» ἐξακολουθεῖ νά λειτουργεῖ ὡς «συνεταιρισμός», παρά τίς ἐπανειλημμένες καταγγελίες. [1202,1245,1333,1286]
inst-p2: Τό ψήφισμα θά ἐπιδοθεῖ στήν Κυβέρνηση καί στούς ἀντιπροσώπους τῶν Μεγάλων Συμμάχων Δυνάμεων στήν Ἀθήνα. [114,1080,200,1121]
headline-greeksoviet-sub: γιά τή σύσφιξη τῶν σχέσεων τῶν δυό χωρῶν [27,753,286,769]
gov-p4: Ὁ ὑπαλληλικός κόσμος, ἑνωμένος καί ἀποφασισμένος, θά ἀντιμετωπίσει τό νέο αὐτό διωγμό μέ τήν ἀλληλεγγύη ὅλου τοῦ ἐργαζόμενου λαοῦ. [553,166,671,202]
torez-p1: ΠΑΡΙΣΙ, 27. — Ὁ κ. Τορέζ, σέ λόγο του, ζήτησε τή δήμευση τῶν περιουσιῶν ὅλων τῶν προδοτῶν καί τή διάθεσή τους ὑπέρ τῶν θυμάτων τοῦ πολέμου. [677,878,806,910]
gang-p5: Ὁ λαός ὅμως ξέρει νά ξεχωρίζει τά πραγματικά θαύματα ἀπό τίς φτηνές ἀπομιμήσεις, καί περιμένει τή δική του ὥρα. [302,1442,484,1458]
thauma-p4: Τό κοινό παρακολούθησε μέ κομμένη τήν ἀναπνοή καί χειροκρότησε θερμά τούς ἠθοποιούς. [494,1259,670,1275]
rep-p1: Στή συνεδρίαση τῆς χθές ἐξετάσθηκε ἡ σύσταση γιά τή συγκρότηση ἀντιπροσωπευτικοῦ σώματος, τό ὁποῖο θά ἀσκεῖ νομοθετικό ἔργο μέχρι τῶν ἐκλογῶν. [432,1012,547,1053]
thauma-p1: «Θαύματα» χαρακτηρίζει ἡ ἐπίσημη προπαγάνδα τά ὅσα συμβαίνουν στόν τόπο μας. Θαῦμα ἡ ἀνεργία, θαῦμα ἡ πείνα, θαῦμα ἡ τρομοκρατία. [494,1184,670,1209]
headline-civilservants: ΓΕΝΙΚΗ Η ΑΝΑΣΤΑΤΩΣΗ ΣΤΙΣ ΔΗΜΟΣΙΟΫΠΑΛΛΗΛΙΚΕΣ ΤΑΞΕΙΣ [392,389,957,410]
inst-p3: Ἄμεσος σκοπός τῆς νέας Διοικήσεως εἶναι ἡ προετοιμασία καί ἡ σύγκληση τοῦ Πανεργατικοῦ Συνεδρίου, πού θά ἐκλέξει τά ὁριστικά ὄργανα τῆς συνδικαλιστικῆς κινήσεως. [204,1061,289,1118]
headline-peace-4: "Αρθρο τῆς «Ἰσβέστια» [57,157,256,180]
headline-tax-2: τοῦ φορολογικοῦ νόμου [1118,381,1274,399]
straits-p4: Ὁ κ. ὑπουργός τῶν Οἰκονομικῶν δήλωσε ὅτι δέν πρόκειται νά γίνει καμία τροποποίηση τοῦ νέου φορολογικοῦ νόμου, παρά τίς ἔντονες διαμαρτυρίες τῶν ἐπαγγελματιῶν καί βιοτεχνῶν. [1152,1522,1240,1579]
cs-p4: Οἱ ἀπολυόμενοι δέν θά λάβουν καμία ἀποζημίωση, ἐνῶ ταυτόχρονα προσλαμβάνονται στίς δημόσιες ὑπηρεσίες πρόσωπα τῆς ἀρεσκείας τῶν σημερινῶν κρατούντων. [553,417,796,455]
headline-straits: ΤΟ ΖΗΤΗΜΑ ΤΩΝ ΣΤΕΝΩΝ [1093,1354,1299,1405]
divider [1059,1170,1333,1172]
divider [24,183,289,184]
article-tsatsos-body [1059,659,1333,824]
headline-straits-sub1: Δριμύ ἄρθρο τοῦ «Κόκκινου Ἀστέρα» [1091,1402,1301,1442]
book-ad-box [681,1325,857,1359]
masthead-rule-left [35,26,625,27]
divider [1059,1473,1333,1474]
article-plastiras-body [1059,1056,1333,1166]
jp-p1: Ν. ΥΟΡΚΗ, 27. («Ι.Δ.») — Τά ἀμερικανικά στρατεύματα ἑτοιμάζονται γιά ἀπόβαση στά κυρίως ἰαπωνικά νησιά, ὅπως ἀνακοινώνεται ἀπό τό ἀρχηγεῖο τοῦ στρατηγοῦ Μακ Ἄρθουρ. [817,710,951,743]
headline-japan-2: ἀμερικανική ἀπόβαση [834,679,934,691]
article-truman-body [1059,180,1333,354]
headline-hungerstrike: ΑΠΕΡΓΙΑ ΠΕΙΝΑΣ [817,780,951,795]
column-center [296,41,1052,2280]
pt-p1: Συνεχίσθηκε χθές ἡ δίκη τῶν Πειραιωτῶν ἀγωνιστῶν. Οἱ κατηγορούμενοι ἀρνήθηκαν κατηγορηματικά τίς ἀποδιδόμενες σ' αὐτούς πράξεις. [432,895,547,935]
divider [1059,1350,1333,1352]
divider [302,656,1046,658]
cinema-item-2: ΤΙΤΑΝΙΑ: Ὁ δρόμος τοῦ ἥλιου. ΣΠΛΕΝΤΙΤ: Ἡ συμφωνία τῆς ζωῆς. [302,1299,484,1315]
headline-representative: Ἡ σύσταση γιά ἀντιπροσωπευτική [432,993,666,1010]
gov-p6: Οἱ ὑπάλληλοι συγκεντρώθηκαν στά γραφεῖα τῶν ὀργανώσεών τους καί ἀποφάσισαν νά ἀποστείλουν ἀντιπροσωπεία στόν Πρόεδρο τῆς Κυβερνήσεως. [677,188,796,234]
coal-p3: Τά 2216 τῶν 2316, «Ἡ δράση τῶν γκάγκστερς». Καλύτερα ὁποιοσδήποτε διάλογος τοῦ ἔργου, πού ἔχει ἐνδιαφέρον γιά τούς θεατές. [868,1321,1046,1345]
headline-institutions-1: Τά πνευματικά ἱδρύματα [69,1000,244,1020]
